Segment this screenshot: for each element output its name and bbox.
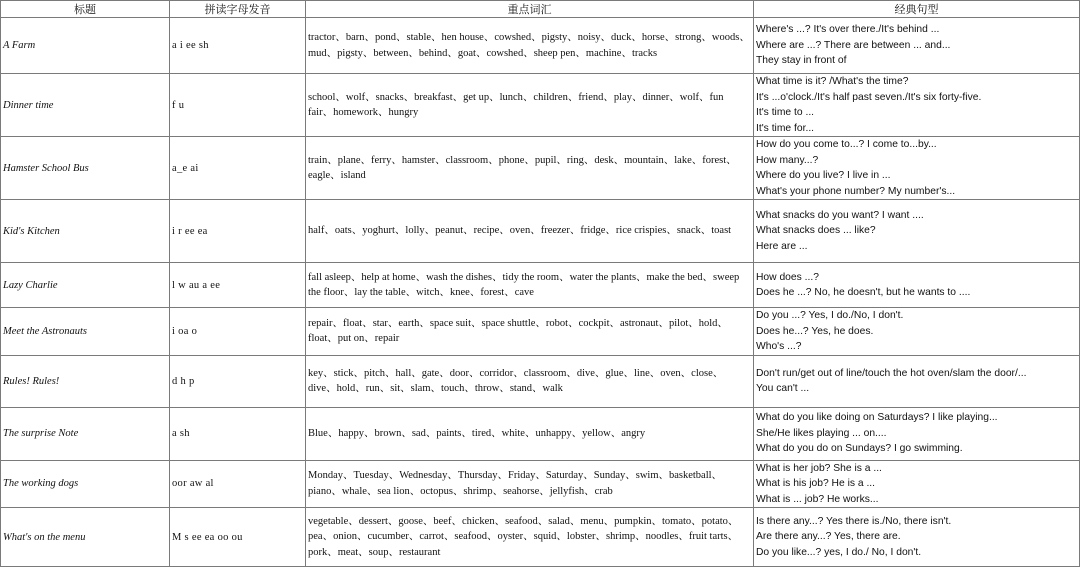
- sentence-line: What is her job? She is a ...: [756, 462, 882, 474]
- sentence-line: What do you do on Sundays? I go swimming.: [756, 443, 963, 455]
- sentence-line: Do you ...? Yes, I do./No, I don't.: [756, 310, 904, 321]
- title-cell[interactable]: Kid's Kitchen: [1, 200, 170, 263]
- title-cell[interactable]: The surprise Note: [1, 407, 170, 460]
- sentence-line: Is there any...? Yes there is./No, there isn't.: [756, 515, 952, 527]
- sentence-line: Where's ...? It's over there./It's behind ...: [756, 24, 940, 36]
- sentence-line: How many...?: [756, 154, 819, 166]
- sentence-line: It's time for...: [756, 122, 815, 134]
- sentences-cell[interactable]: [754, 308, 1080, 356]
- sentence-line: Does he ...? No, he doesn't, but he wants to ....: [756, 287, 971, 298]
- sentences-cell[interactable]: [754, 137, 1080, 200]
- vocab-cell[interactable]: half、oats、yoghurt、lolly、peanut、recipe、oven、freezer、fridge、rice crispies、snack、toast: [306, 200, 754, 263]
- phonics-cell[interactable]: i r ee ea: [170, 200, 306, 263]
- table-row: [1, 74, 1080, 137]
- table-row: [1, 355, 1080, 407]
- title-cell[interactable]: Lazy Charlie: [1, 263, 170, 308]
- title-cell[interactable]: What's on the menu: [1, 508, 170, 567]
- vocab-cell[interactable]: fall asleep、help at home、wash the dishes、tidy the room、water the plants、make the bed、sweep the floor、lay the table、witch、knee、forest、cave: [306, 263, 754, 308]
- sentence-line: What time is it? /What's the time?: [756, 76, 909, 87]
- sentences-cell[interactable]: [754, 355, 1080, 407]
- header-row: [1, 1, 1080, 18]
- header-title[interactable]: 标题: [1, 1, 170, 18]
- phonics-cell[interactable]: oor aw al: [170, 460, 306, 508]
- vocab-cell[interactable]: vegetable、dessert、goose、beef、chicken、seafood、salad、menu、pumpkin、tomato、potato、pea、onion、cucumber、carrot、seafood、oyster、squid、lobster、shrimp、noodles、fruit tarts、pork、meat、soup、restaurant: [306, 508, 754, 567]
- sentence-line: It's ...o'clock./It's half past seven./It's six forty-five.: [756, 91, 982, 103]
- vocab-cell[interactable]: Blue、happy、brown、sad、paints、tired、white、unhappy、yellow、angry: [306, 407, 754, 460]
- sentence-line: What snacks does ... like?: [756, 225, 876, 237]
- phonics-cell[interactable]: f u: [170, 74, 306, 137]
- phonics-cell[interactable]: a i ee sh: [170, 18, 306, 74]
- title-cell[interactable]: Dinner time: [1, 74, 170, 137]
- sentence-line: What's your phone number? My number's...: [756, 185, 956, 197]
- sentence-line: What is ... job? He works...: [756, 493, 879, 505]
- sentences-cell[interactable]: [754, 18, 1080, 74]
- table-row: [1, 263, 1080, 308]
- title-cell[interactable]: The working dogs: [1, 460, 170, 508]
- vocab-cell[interactable]: Monday、Tuesday、Wednesday、Thursday、Friday、Saturday、Sunday、swim、basketball、piano、whale、sea lion、octopus、shrimp、seahorse、jellyfish、crab: [306, 460, 754, 508]
- sentence-line: Don't run/get out of line/touch the hot oven/slam the door/...: [756, 367, 1027, 379]
- sentence-line: Are there any...? Yes, there are.: [756, 531, 901, 543]
- phonics-cell[interactable]: d h p: [170, 355, 306, 407]
- sentence-line: What do you like doing on Saturdays? I like playing...: [756, 412, 998, 424]
- phonics-cell[interactable]: M s ee ea oo ou: [170, 508, 306, 567]
- title-cell[interactable]: Rules! Rules!: [1, 355, 170, 407]
- sentence-line: It's time to ...: [756, 107, 815, 118]
- sentences-cell[interactable]: [754, 200, 1080, 263]
- title-cell[interactable]: Hamster School Bus: [1, 137, 170, 200]
- table-row: [1, 407, 1080, 460]
- sentence-line: How do you come to...? I come to...by...: [756, 139, 937, 150]
- sentence-line: They stay in front of: [756, 55, 847, 67]
- sentences-cell[interactable]: [754, 460, 1080, 508]
- vocab-cell[interactable]: school、wolf、snacks、breakfast、get up、lunch、children、friend、play、dinner、wolf、fun fair、homework、hungry: [306, 74, 754, 137]
- header-phonics[interactable]: 拼读字母发音: [170, 1, 306, 18]
- vocab-cell[interactable]: tractor、barn、pond、stable、hen house、cowshed、pigsty、noisy、duck、horse、strong、woods、mud、pigsty、between、behind、goat、cowshed、sheep pen、machine、tracks: [306, 18, 754, 74]
- title-cell[interactable]: A Farm: [1, 18, 170, 74]
- sentence-line: Here are ...: [756, 240, 808, 252]
- sentence-line: Where do you live? I live in ...: [756, 170, 891, 181]
- table-row: [1, 460, 1080, 508]
- phonics-cell[interactable]: i oa o: [170, 308, 306, 356]
- sentences-cell[interactable]: [754, 263, 1080, 308]
- table-row: [1, 200, 1080, 263]
- sentence-line: Does he...? Yes, he does.: [756, 325, 874, 337]
- phonics-cell[interactable]: l w au a ee: [170, 263, 306, 308]
- table-row: [1, 137, 1080, 200]
- header-sentences[interactable]: 经典句型: [754, 1, 1080, 18]
- vocab-cell[interactable]: repair、float、star、earth、space suit、space shuttle、robot、cockpit、astronaut、pilot、hold、float、put on、repair: [306, 308, 754, 356]
- sentence-line: What snacks do you want? I want ....: [756, 209, 924, 221]
- sentence-line: How does ...?: [756, 271, 819, 283]
- header-vocab[interactable]: 重点词汇: [306, 1, 754, 18]
- sentence-line: Where are ...? There are between ... and...: [756, 39, 951, 51]
- sentences-cell[interactable]: [754, 74, 1080, 137]
- title-cell[interactable]: Meet the Astronauts: [1, 308, 170, 356]
- sentence-line: What is his job? He is a ...: [756, 478, 876, 489]
- sentence-line: You can't ...: [756, 383, 810, 394]
- table-row: [1, 18, 1080, 74]
- vocab-cell[interactable]: train、plane、ferry、hamster、classroom、phone、pupil、ring、desk、mountain、lake、forest、eagle、island: [306, 137, 754, 200]
- table-row: [1, 508, 1080, 567]
- sentence-line: She/He likes playing ... on....: [756, 427, 887, 439]
- phonics-cell[interactable]: a_e ai: [170, 137, 306, 200]
- sentence-line: Do you like...? yes, I do./ No, I don't.: [756, 546, 922, 558]
- vocab-cell[interactable]: key、stick、pitch、hall、gate、door、corridor、classroom、dive、glue、line、oven、close、dive、hold、run、sit、slam、touch、throw、stand、walk: [306, 355, 754, 407]
- sentence-line: Who's ...?: [756, 341, 802, 352]
- sentences-cell[interactable]: [754, 508, 1080, 567]
- phonics-cell[interactable]: a sh: [170, 407, 306, 460]
- sentences-cell[interactable]: [754, 407, 1080, 460]
- table-row: [1, 308, 1080, 356]
